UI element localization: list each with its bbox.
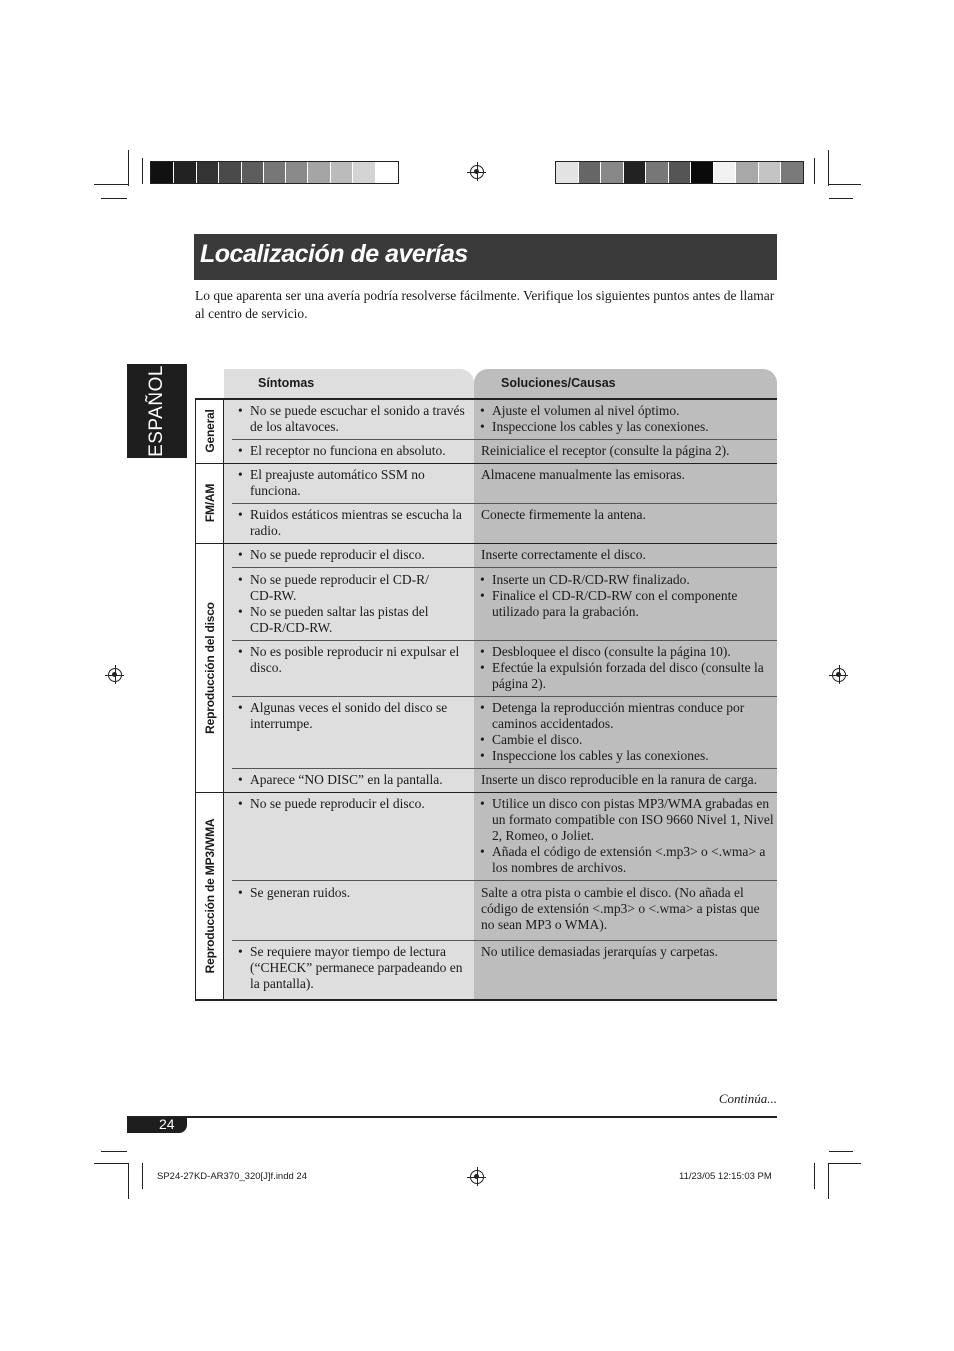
symptom-text: • Ruidos estáticos mientras se escucha la radio. <box>250 507 470 539</box>
color-bar-left <box>150 161 399 184</box>
solution-text: Conecte firmemente la antena. <box>481 507 646 522</box>
solution-text: • Utilice un disco con pistas MP3/WMA grabadas en un formato compatible con ISO 9660 Nivel 1, Nivel 2, Romeo, o Joliet. <box>492 796 776 844</box>
symptom-text: • El receptor no funciona en absoluto. <box>250 443 465 459</box>
row-separator <box>232 768 777 769</box>
crop-mark <box>94 184 128 185</box>
registration-mark-icon <box>832 668 846 682</box>
solution-text: • Efectúe la expulsión forzada del disco (consulte la página 2). <box>492 660 774 692</box>
intro-text: Lo que aparenta ser una avería podría resolverse fácilmente. Verifique los siguientes puntos antes de llamar al centro de servicio. <box>195 288 775 321</box>
header-symptoms: Síntomas <box>258 376 315 390</box>
solution-text: Inserte correctamente el disco. <box>481 547 646 562</box>
solution-text: • Inserte un CD-R/CD-RW finalizado. <box>492 572 774 588</box>
crop-mark <box>829 184 861 185</box>
symptom-text: • Aparece “NO DISC” en la pantalla. <box>250 772 470 788</box>
symptom-text: • El preajuste automático SSM no funciona. <box>250 467 450 499</box>
group-separator <box>195 543 777 544</box>
crop-mark <box>142 1163 143 1189</box>
solution-text: No utilice demasiadas jerarquías y carpetas. <box>481 944 718 959</box>
symptom-text: • No se puede reproducir el disco. <box>250 547 465 563</box>
language-label: ESPAÑOL <box>146 365 167 457</box>
table-top-rule <box>195 398 777 400</box>
row-separator <box>232 880 777 881</box>
row-separator <box>232 940 777 941</box>
solution-text: • Cambie el disco. <box>492 732 774 748</box>
solution-text: Almacene manualmente las emisoras. <box>481 467 685 482</box>
symptom-text: • No se pueden saltar las pistas del CD-R/CD-RW. <box>250 604 450 636</box>
solution-text: Reinicialice el receptor (consulte la página 2). <box>481 443 730 458</box>
page-number: 24 <box>159 1116 175 1132</box>
category-divider <box>223 399 224 1001</box>
crop-mark <box>101 198 127 199</box>
crop-mark <box>828 1163 829 1199</box>
category-disc-playback: Reproducción del disco <box>203 602 217 734</box>
solution-text: • Finalice el CD-R/CD-RW con el componente utilizado para la grabación. <box>492 588 774 620</box>
symptom-text: • No es posible reproducir ni expulsar el disco. <box>250 644 468 676</box>
crop-mark <box>142 158 143 184</box>
continued-note: Continúa... <box>718 1091 777 1106</box>
registration-mark-icon <box>470 1170 484 1184</box>
symptom-text: • Se requiere mayor tiempo de lectura (“CHECK” permanece parpadeando en la pantalla). <box>250 944 468 992</box>
row-separator <box>232 640 777 641</box>
color-bar-right <box>555 161 804 184</box>
crop-mark <box>128 1163 129 1199</box>
header-solutions: Soluciones/Causas <box>501 376 616 390</box>
crop-mark <box>829 1151 853 1152</box>
footer-rule <box>127 1116 777 1118</box>
symptom-text: • Se generan ruidos. <box>250 885 465 901</box>
row-separator <box>232 439 777 440</box>
solution-text: Salte a otra pista o cambie el disco. (No añada el código de extensión <.mp3> o <.wma> a pistas que no sean MP3 o WMA). <box>481 885 760 932</box>
page-number-tab <box>127 1117 187 1133</box>
category-mp3-wma-playback: Reproducción de MP3/WMA <box>203 818 217 974</box>
category-fm-am: FM/AM <box>203 483 217 523</box>
registration-mark-icon <box>108 668 122 682</box>
category-general: General <box>203 409 217 453</box>
solution-text: • Desbloquee el disco (consulte la página 10). <box>492 644 774 660</box>
crop-mark <box>101 1151 127 1152</box>
footer-file: SP24-27KD-AR370_320[J]f.indd 24 <box>157 1171 307 1182</box>
solution-text: • Inspeccione los cables y las conexiones. <box>492 748 774 764</box>
symptom-text: • No se puede reproducir el CD-R/ CD-RW. <box>250 572 450 604</box>
table-bottom-rule <box>195 999 777 1001</box>
symptom-text: • No se puede escuchar el sonido a través de los altavoces. <box>250 403 465 435</box>
solution-text: • Añada el código de extensión <.mp3> o <.wma> a los nombres de archivos. <box>492 844 776 876</box>
symptom-text: • No se puede reproducir el disco. <box>250 796 465 812</box>
solution-text: • Inspeccione los cables y las conexiones. <box>492 419 774 435</box>
page-title: Localización de averías <box>200 240 468 268</box>
row-separator <box>232 696 777 697</box>
row-separator <box>232 503 777 504</box>
group-separator <box>195 463 777 464</box>
symptom-text: • Algunas veces el sonido del disco se interrumpe. <box>250 700 465 732</box>
crop-mark <box>94 1163 128 1164</box>
crop-mark <box>829 1163 861 1164</box>
crop-mark <box>128 150 129 186</box>
language-tab <box>127 364 187 458</box>
footer-date: 11/23/05 12:15:03 PM <box>679 1171 772 1182</box>
solution-text: Inserte un disco reproducible en la ranura de carga. <box>481 772 757 787</box>
crop-mark <box>828 150 829 186</box>
registration-mark-icon <box>470 165 484 179</box>
crop-mark <box>829 198 853 199</box>
row-separator <box>232 567 777 568</box>
table-left-edge <box>195 399 196 1001</box>
group-separator <box>195 792 777 793</box>
crop-mark <box>814 1163 815 1189</box>
title-bar <box>194 234 777 280</box>
solution-text: • Detenga la reproducción mientras conduce por caminos accidentados. <box>492 700 774 732</box>
solution-text: • Ajuste el volumen al nivel óptimo. <box>492 403 774 419</box>
crop-mark <box>814 158 815 184</box>
